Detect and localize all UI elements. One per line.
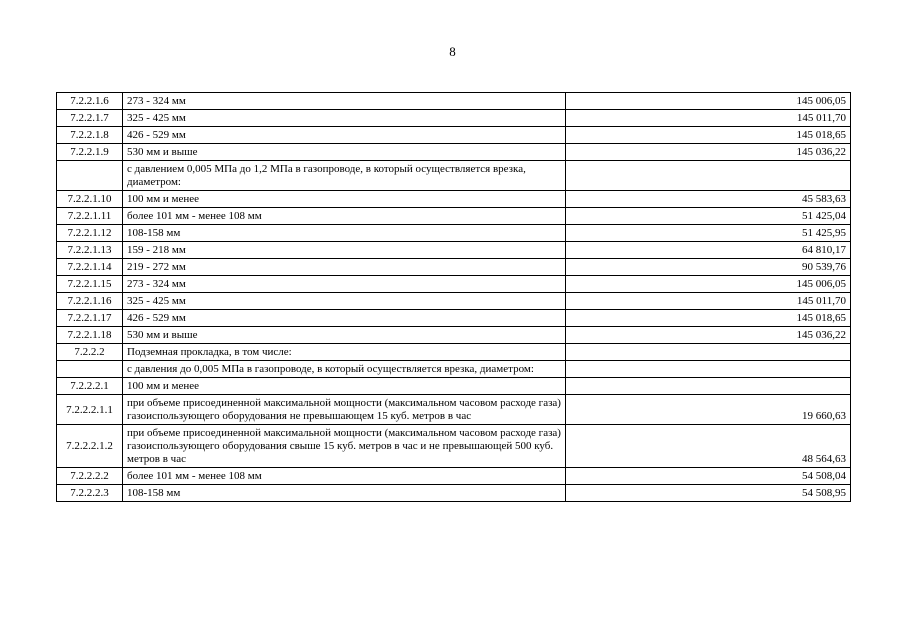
- row-value: 54 508,95: [566, 485, 851, 502]
- row-value: 19 660,63: [566, 395, 851, 425]
- row-code: 7.2.2.1.11: [57, 208, 123, 225]
- row-description: 108-158 мм: [123, 225, 566, 242]
- row-code: 7.2.2.1.7: [57, 110, 123, 127]
- table-row: [57, 93, 851, 110]
- row-value: [566, 378, 851, 395]
- row-code: 7.2.2.1.14: [57, 259, 123, 276]
- row-code: 7.2.2.1.9: [57, 144, 123, 161]
- row-code: 7.2.2.1.12: [57, 225, 123, 242]
- row-code: 7.2.2.1.13: [57, 242, 123, 259]
- row-value: 145 011,70: [566, 293, 851, 310]
- row-code: 7.2.2.2.1.1: [57, 395, 123, 425]
- row-value: 145 036,22: [566, 144, 851, 161]
- row-value: 51 425,04: [566, 208, 851, 225]
- table-row: [57, 310, 851, 327]
- table-row: [57, 208, 851, 225]
- table-row: [57, 293, 851, 310]
- table-row: [57, 225, 851, 242]
- row-description: 159 - 218 мм: [123, 242, 566, 259]
- row-value: 145 018,65: [566, 127, 851, 144]
- row-description: 530 мм и выше: [123, 144, 566, 161]
- row-description: с давлением 0,005 МПа до 1,2 МПа в газопроводе, в который осуществляется врезка, диаметром:: [123, 161, 566, 191]
- row-description: 273 - 324 мм: [123, 276, 566, 293]
- tariff-table: [56, 92, 851, 502]
- table-row: [57, 344, 851, 361]
- row-description: 325 - 425 мм: [123, 293, 566, 310]
- row-value: 145 018,65: [566, 310, 851, 327]
- row-description: 426 - 529 мм: [123, 127, 566, 144]
- row-description: при объеме присоединенной максимальной мощности (максимальном часовом расходе газа) газоиспользующего оборудования не превышающем 15 куб. метров в час: [123, 395, 566, 425]
- table-row: [57, 361, 851, 378]
- row-code: 7.2.2.1.8: [57, 127, 123, 144]
- row-code: 7.2.2.1.16: [57, 293, 123, 310]
- row-code: 7.2.2.2.2: [57, 468, 123, 485]
- table-row: [57, 485, 851, 502]
- table-row: [57, 425, 851, 468]
- row-description: 325 - 425 мм: [123, 110, 566, 127]
- table-row: [57, 242, 851, 259]
- row-code: 7.2.2.2.1.2: [57, 425, 123, 468]
- row-description: 273 - 324 мм: [123, 93, 566, 110]
- row-code: [57, 361, 123, 378]
- row-value: 45 583,63: [566, 191, 851, 208]
- row-description: 426 - 529 мм: [123, 310, 566, 327]
- row-description: 100 мм и менее: [123, 191, 566, 208]
- row-description: 530 мм и выше: [123, 327, 566, 344]
- table-row: [57, 378, 851, 395]
- row-value: 51 425,95: [566, 225, 851, 242]
- row-code: 7.2.2.1.18: [57, 327, 123, 344]
- row-value: [566, 161, 851, 191]
- table-row: [57, 144, 851, 161]
- row-code: 7.2.2.1.15: [57, 276, 123, 293]
- row-code: 7.2.2.2.3: [57, 485, 123, 502]
- row-value: 145 006,05: [566, 93, 851, 110]
- row-description: при объеме присоединенной максимальной мощности (максимальном часовом расходе газа) газоиспользующего оборудования свыше 15 куб. метров в час и не превышающей 500 куб. метров в час: [123, 425, 566, 468]
- table-row: [57, 110, 851, 127]
- row-value: 54 508,04: [566, 468, 851, 485]
- row-value: 145 011,70: [566, 110, 851, 127]
- table-row: [57, 259, 851, 276]
- row-description: более 101 мм - менее 108 мм: [123, 208, 566, 225]
- row-code: 7.2.2.1.6: [57, 93, 123, 110]
- table-row: [57, 161, 851, 191]
- row-value: [566, 344, 851, 361]
- page-number: 8: [449, 44, 456, 59]
- row-description: 100 мм и менее: [123, 378, 566, 395]
- row-value: 145 036,22: [566, 327, 851, 344]
- table-row: [57, 395, 851, 425]
- row-value: 90 539,76: [566, 259, 851, 276]
- row-code: [57, 161, 123, 191]
- table-row: [57, 191, 851, 208]
- row-value: 145 006,05: [566, 276, 851, 293]
- table-row: [57, 468, 851, 485]
- row-code: 7.2.2.1.10: [57, 191, 123, 208]
- table-row: [57, 327, 851, 344]
- row-description: более 101 мм - менее 108 мм: [123, 468, 566, 485]
- row-value: 64 810,17: [566, 242, 851, 259]
- row-code: 7.2.2.2.1: [57, 378, 123, 395]
- row-code: 7.2.2.1.17: [57, 310, 123, 327]
- row-description: 108-158 мм: [123, 485, 566, 502]
- row-description: 219 - 272 мм: [123, 259, 566, 276]
- row-value: [566, 361, 851, 378]
- row-description: с давления до 0,005 МПа в газопроводе, в который осуществляется врезка, диаметром:: [123, 361, 566, 378]
- row-code: 7.2.2.2: [57, 344, 123, 361]
- row-value: 48 564,63: [566, 425, 851, 468]
- table-row: [57, 276, 851, 293]
- table-row: [57, 127, 851, 144]
- row-description: Подземная прокладка, в том числе:: [123, 344, 566, 361]
